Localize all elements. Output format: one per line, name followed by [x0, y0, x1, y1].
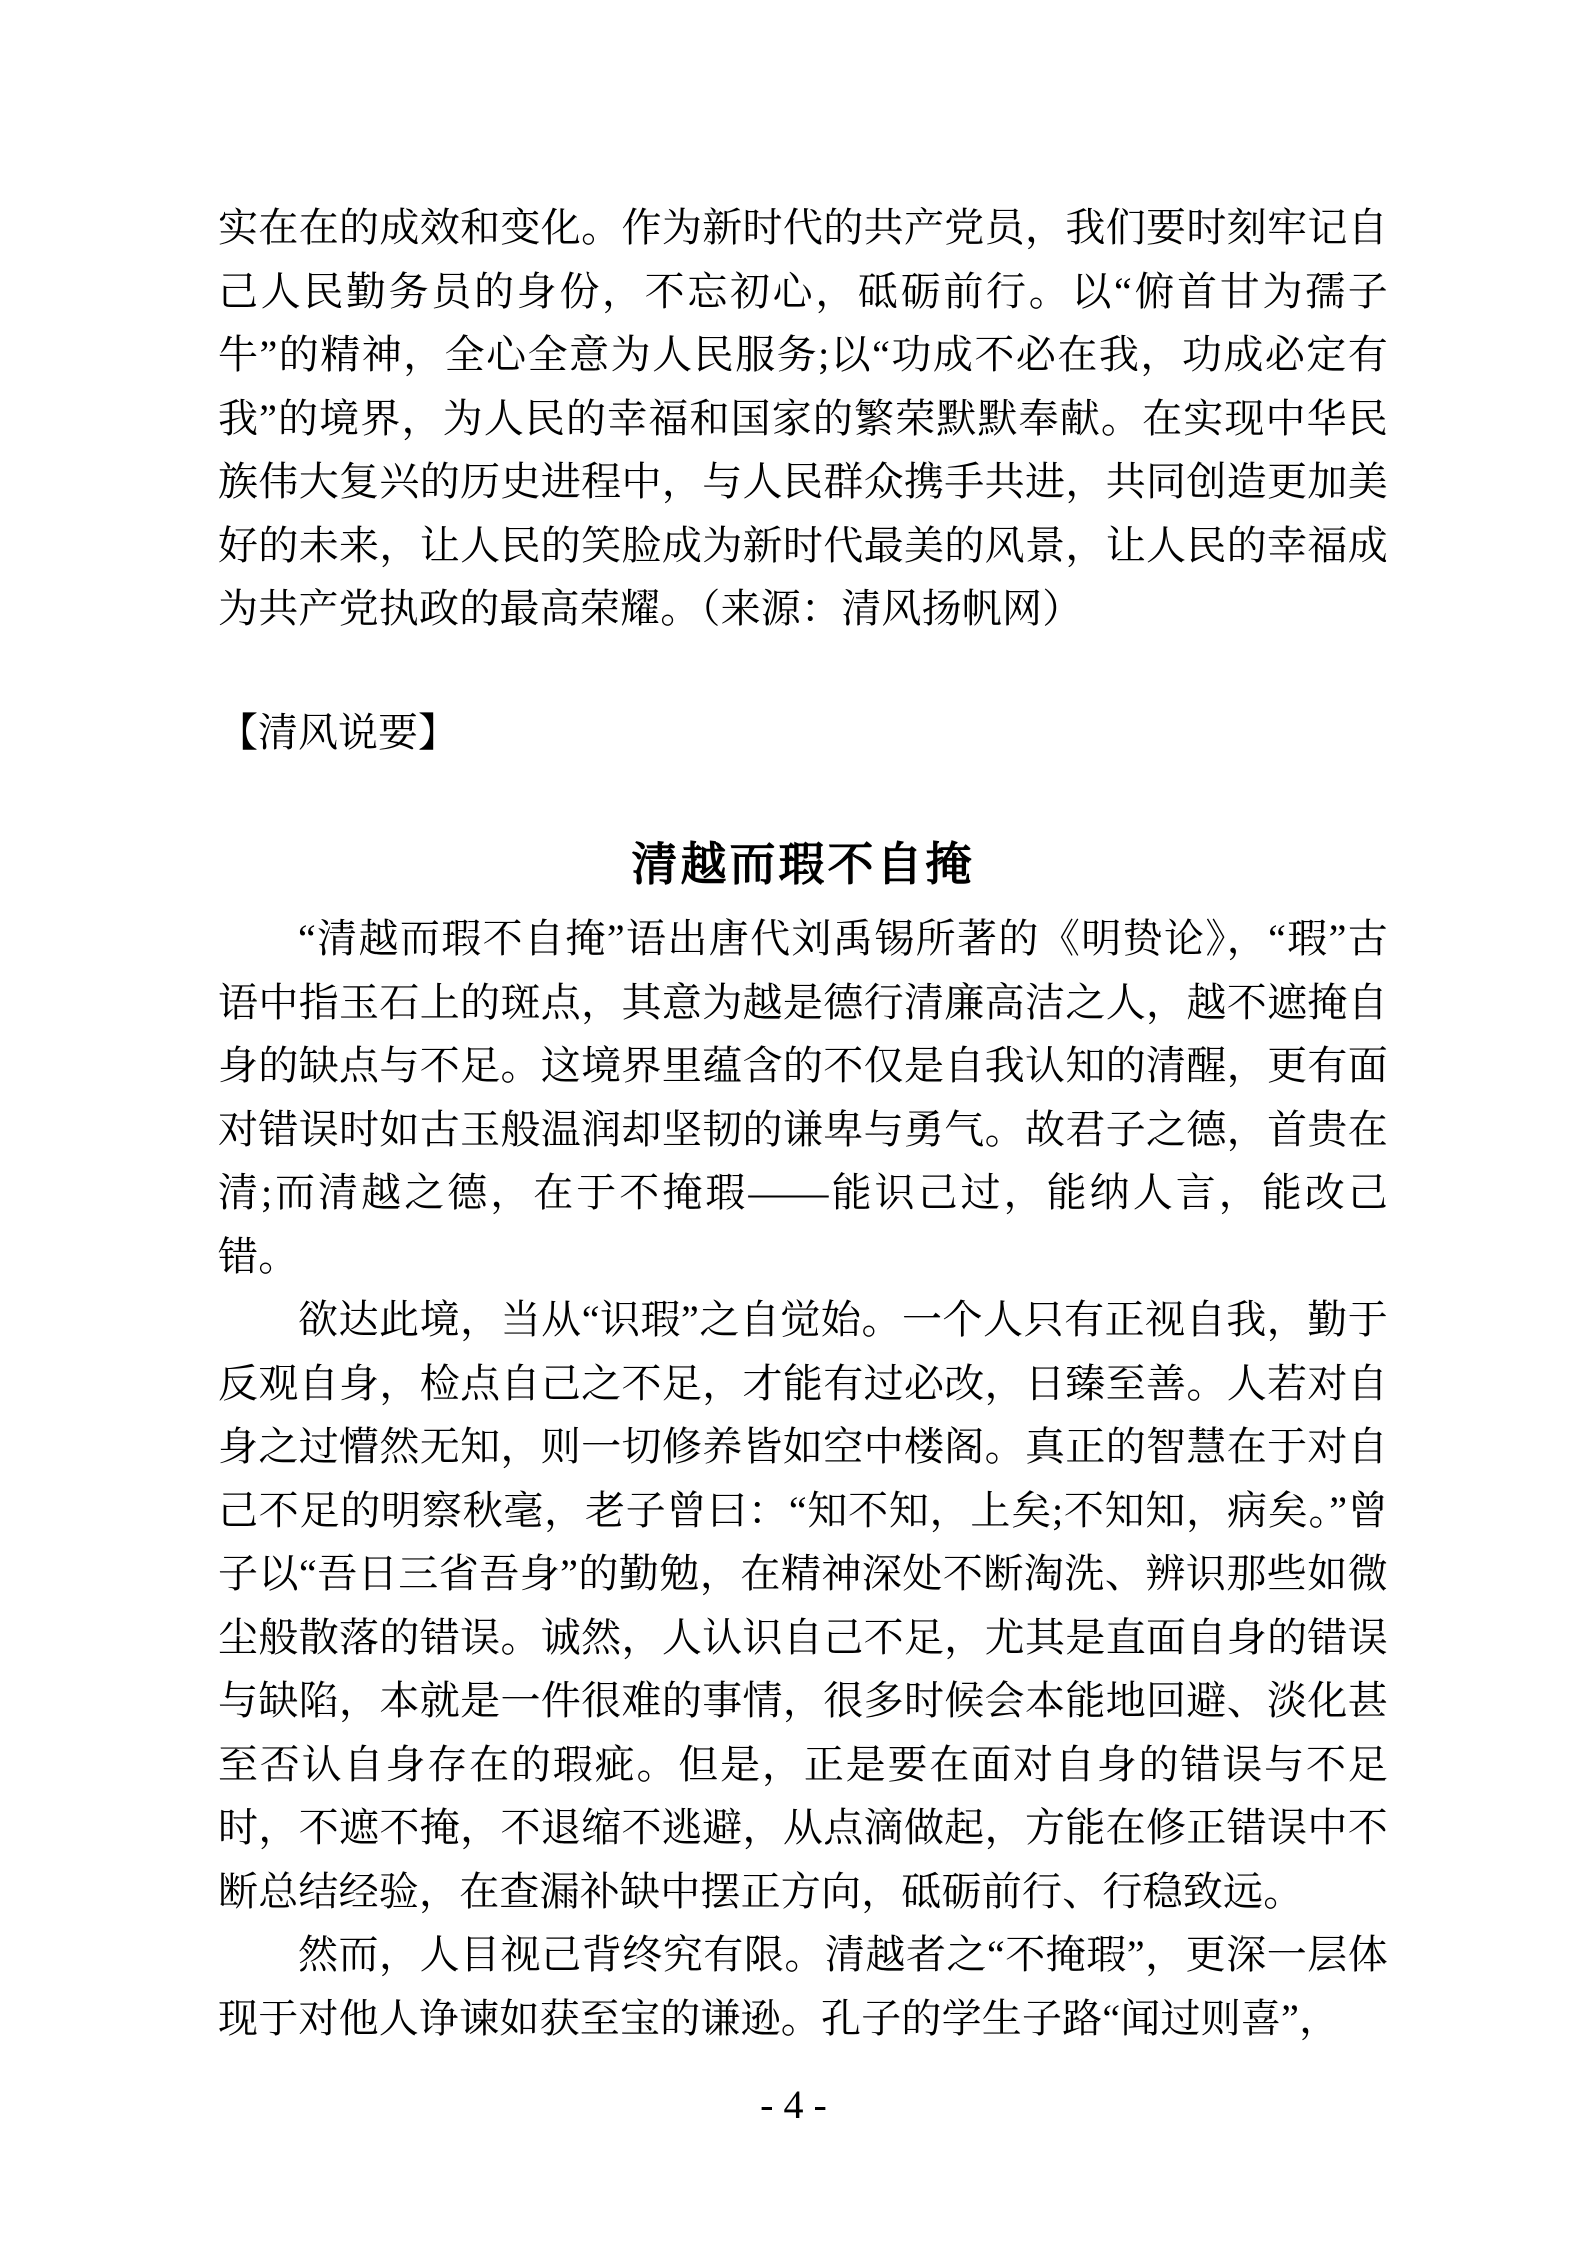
article-title: 清越而瑕不自掩 [631, 839, 975, 890]
article-paragraph-2: 欲达此境，当从“识瑕”之自觉始。一个人只有正视自我，勤于反观自身，检点自己之不足，才能有过必改，日臻至善。人若对自身之过懵然无知，则一切修养皆如空中楼阁。真正的智慧在于对自己不足的明察秋毫，老子曾曰：“知不知，上矣;不知知，病矣。”曾子以“吾日三省吾身”的勤勉，在精神深处不断淘洗、辨识那些如微尘般散落的错误。诚然，人认识自己不足，尤其是直面自身的错误与缺陷，本就是一件很难的事情，很多时候会本能地回避、淡化甚至否认自身存在的瑕疵。但是，正是要在面对自身的错误与不足时，不遮不掩，不退缩不逃避，从点滴做起，方能在修正错误中不断总结经验，在查漏补缺中摆正方向，砥砺前行、行稳致远。 [218, 1297, 1388, 1914]
article-paragraph-3: 然而，人目视己背终究有限。清越者之“不掩瑕”，更深一层体现于对他人诤谏如获至宝的谦逊。孔子的学生子路“闻过则喜”， [218, 1932, 1388, 2041]
continued-paragraph: 实在在的成效和变化。作为新时代的共产党员，我们要时刻牢记自己人民勤务员的身份，不忘初心，砥砺前行。以“俯首甘为孺子牛”的精神，全心全意为人民服务;以“功成不必在我，功成必定有我”的境界，为人民的幸福和国家的繁荣默默奉献。在实现中华民族伟大复兴的历史进程中，与人民群众携手共进，共同创造更加美好的未来，让人民的笑脸成为新时代最美的风景，让人民的幸福成为共产党执政的最高荣耀。（来源：清风扬帆网） [218, 205, 1388, 631]
page-number: - 4 - [760, 2082, 827, 2127]
section-label: 【清风说要】 [218, 710, 458, 755]
article-paragraph-1: “清越而瑕不自掩”语出唐代刘禹锡所著的《明贽论》，“瑕”古语中指玉石上的斑点，其意为越是德行清廉高洁之人，越不遮掩自身的缺点与不足。这境界里蕴含的不仅是自我认知的清醒，更有面对错误时如古玉般温润却坚韧的谦卑与勇气。故君子之德，首贵在清;而清越之德，在于不掩瑕——能识己过，能纳人言，能改己错。 [218, 916, 1388, 1279]
